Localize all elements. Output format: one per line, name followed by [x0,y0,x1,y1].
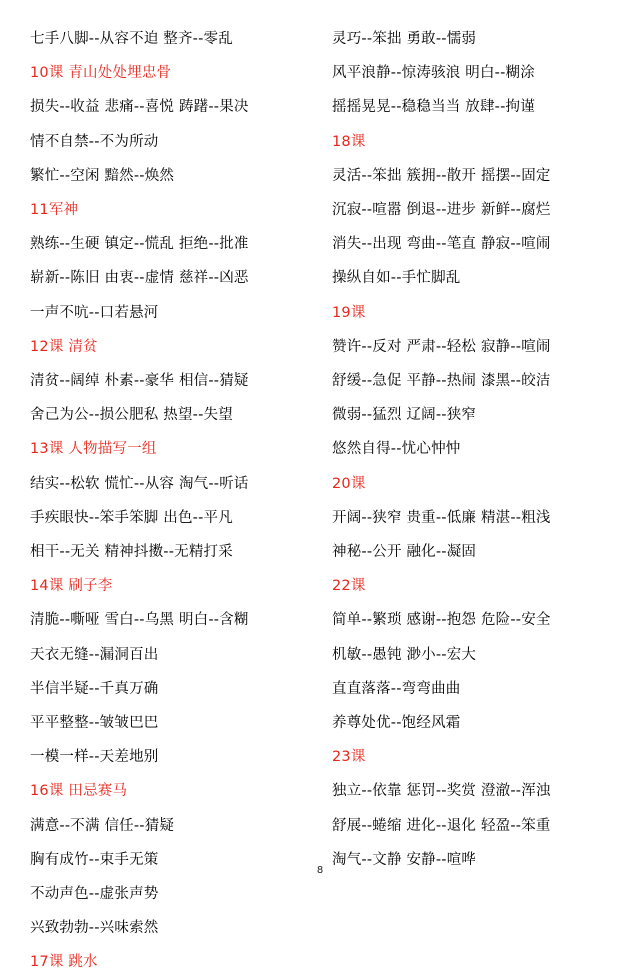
lesson-heading: 22课 [332,578,366,595]
lesson-heading: 11军神 [30,202,79,219]
text-line: 清贫--阔绰 朴素--豪华 相信--猜疑 [30,373,249,390]
text-line: 摇摇晃晃--稳稳当当 放肆--拘谨 [332,99,535,116]
text-line: 胸有成竹--束手无策 [30,851,159,868]
text-line: 沉寂--喧嚣 倒退--进步 新鲜--腐烂 [332,202,551,219]
text-line: 赞许--反对 严肃--轻松 寂静--喧闹 [332,338,551,355]
text-line: 半信半疑--千真万确 [30,680,159,697]
text-line: 平平整整--皱皱巴巴 [30,715,159,732]
text-line: 灵巧--笨拙 勇敢--懦弱 [332,31,477,47]
text-line: 七手八脚--从容不迫 整齐--零乱 [30,31,233,47]
column-right [326,22,622,877]
text-line: 消失--出现 弯曲--笔直 静寂--喧闹 [332,236,551,253]
text-line: 一模一样--天差地别 [30,749,159,766]
lesson-heading: 20课 [332,475,366,492]
lesson-heading: 12课 清贫 [30,338,98,355]
text-line: 简单--繁琐 感谢--抱怨 危险--安全 [332,612,551,629]
text-line: 微弱--猛烈 辽阔--狭窄 [332,407,477,424]
text-line: 神秘--公开 融化--凝固 [332,544,477,561]
lesson-heading: 10课 青山处处埋忠骨 [30,65,172,82]
lesson-heading: 18课 [332,133,366,150]
lesson-heading: 17课 跳水 [30,954,98,971]
lesson-heading: 19课 [332,304,366,321]
text-line: 风平浪静--惊涛骇浪 明白--糊涂 [332,65,535,82]
text-line: 清脆--嘶哑 雪白--乌黑 明白--含糊 [30,612,249,629]
text-line: 直直落落--弯弯曲曲 [332,680,461,697]
text-line: 舍己为公--损公肥私 热望--失望 [30,407,233,424]
text-line: 情不自禁--不为所动 [30,133,159,150]
text-line: 一声不吭--口若悬河 [30,304,159,321]
text-line: 舒展--蜷缩 进化--退化 轻盈--笨重 [332,817,551,834]
text-line: 繁忙--空闲 黯然--焕然 [30,167,175,184]
text-line: 灵活--笨拙 簇拥--散开 摇摆--固定 [332,167,551,184]
text-line: 天衣无缝--漏洞百出 [30,646,159,663]
text-line: 舒缓--急促 平静--热闹 漆黑--皎洁 [332,373,551,390]
lesson-heading: 13课 人物描写一组 [30,441,157,458]
text-line: 开阔--狭窄 贵重--低廉 精湛--粗浅 [332,509,551,526]
text-line: 崭新--陈旧 由衷--虚情 慈祥--凶恶 [30,270,249,287]
text-line: 结实--松软 慌忙--从容 淘气--听话 [30,475,249,492]
two-column-layout [18,22,622,980]
lesson-heading: 14课 刷子李 [30,578,113,595]
text-line: 熟练--生硬 镇定--慌乱 拒绝--批准 [30,236,249,253]
text-line: 满意--不满 信任--猜疑 [30,817,175,834]
column-left [18,22,314,980]
page-number: 8 [316,865,324,876]
text-line: 机敏--愚钝 渺小--宏大 [332,646,477,663]
text-line: 独立--依靠 惩罚--奖赏 澄澈--浑浊 [332,783,551,800]
lesson-heading: 23课 [332,749,366,766]
text-line: 养尊处优--饱经风霜 [332,715,461,732]
lesson-heading: 16课 田忌赛马 [30,783,128,800]
text-line: 操纵自如--手忙脚乱 [332,270,461,287]
text-line: 不动声色--虚张声势 [30,886,159,903]
text-line: 手疾眼快--笨手笨脚 出色--平凡 [30,509,233,526]
text-line: 相干--无关 精神抖擞--无精打采 [30,544,233,561]
text-line: 兴致勃勃--兴味索然 [30,920,159,937]
text-line: 悠然自得--忧心忡忡 [332,441,461,458]
text-line: 淘气--文静 安静--喧哗 [332,851,477,868]
text-line: 损失--收益 悲痛--喜悦 踌躇--果决 [30,99,249,116]
